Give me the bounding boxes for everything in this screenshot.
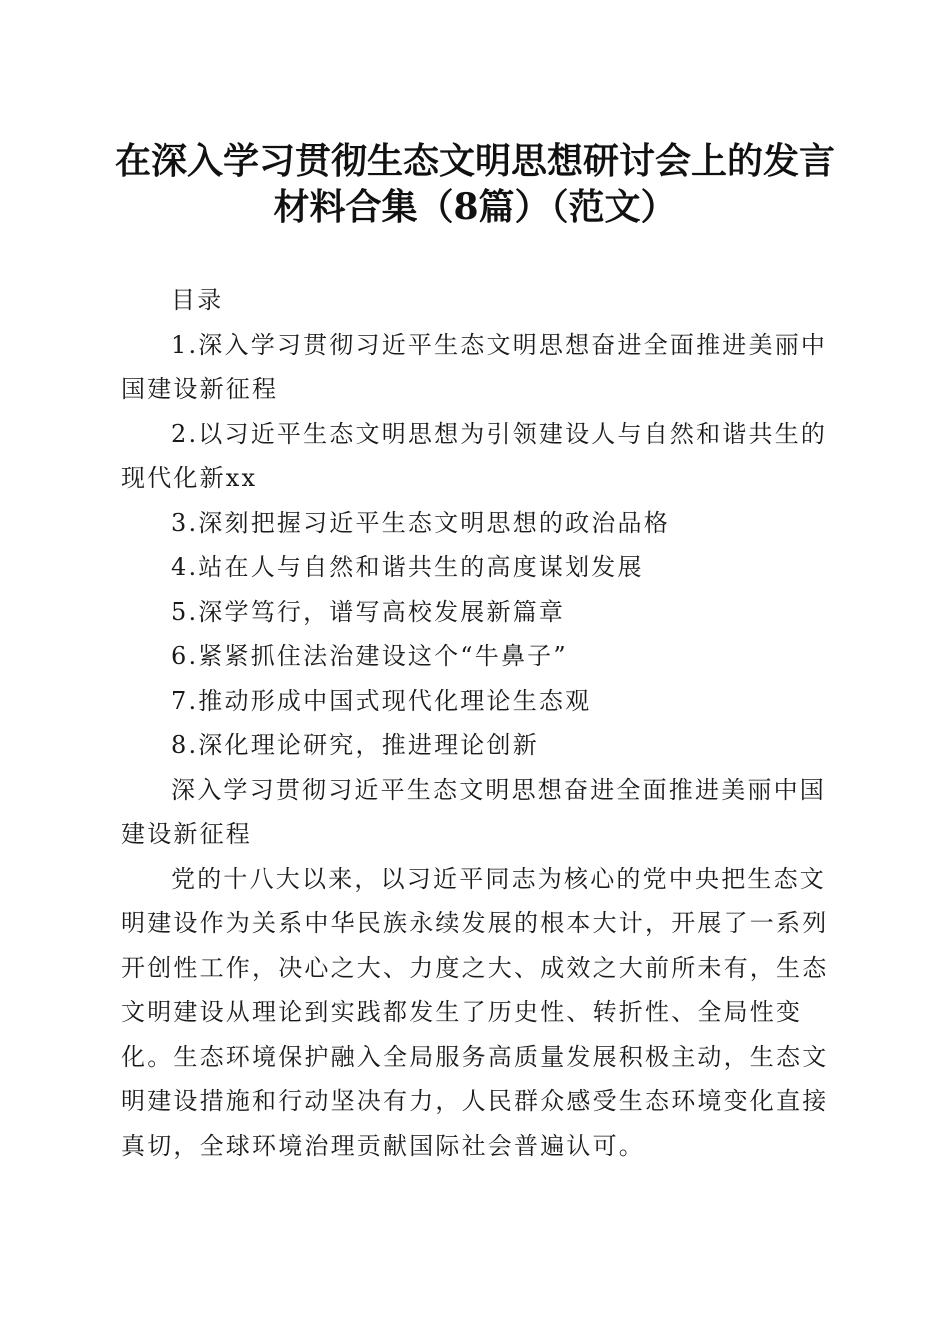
- title-line-1: 在深入学习贯彻生态文明思想研讨会上的发言: [114, 140, 835, 182]
- article-heading: 深入学习贯彻习近平生态文明思想奋进全面推进美丽中国建设新征程: [121, 775, 826, 848]
- toc-heading: 目录: [171, 286, 224, 314]
- title-line-2: 材料合集（8篇）（范文）: [273, 186, 677, 228]
- document-body: [121, 278, 831, 1168]
- toc-item: 1.深入学习贯彻习近平生态文明思想奋进全面推进美丽中国建设新征程: [121, 330, 828, 403]
- article-paragraph: 党的十八大以来，以习近平同志为核心的党中央把生态文明建设作为关系中华民族永续发展的根本大计，开展了一系列开创性工作，决心之大、力度之大、成效之大前所未有，生态文明建设从理论到实践都发生了历史性、转折性、全局性变化。生态环境保护融入全局服务高质量发展积极主动，生态文明建设措施和行动坚决有力，人民群众感受生态环境变化直接真切，全球环境治理贡献国际社会普遍认可。: [121, 864, 829, 1160]
- document-title: [100, 138, 850, 230]
- toc-item: 6.紧紧抓住法治建设这个“牛鼻子”: [171, 642, 568, 670]
- toc-item: 3.深刻把握习近平生态文明思想的政治品格: [171, 508, 670, 537]
- toc-item: 4.站在人与自然和谐共生的高度谋划发展: [171, 553, 644, 581]
- toc-item: 8.深化理论研究，推进理论创新: [171, 731, 539, 759]
- toc-item: 2.以习近平生态文明思想为引领建设人与自然和谐共生的现代化新xx: [121, 419, 828, 492]
- toc-item: 7.推动形成中国式现代化理论生态观: [171, 686, 592, 715]
- toc-item: 5.深学笃行，谱写高校发展新篇章: [171, 597, 566, 626]
